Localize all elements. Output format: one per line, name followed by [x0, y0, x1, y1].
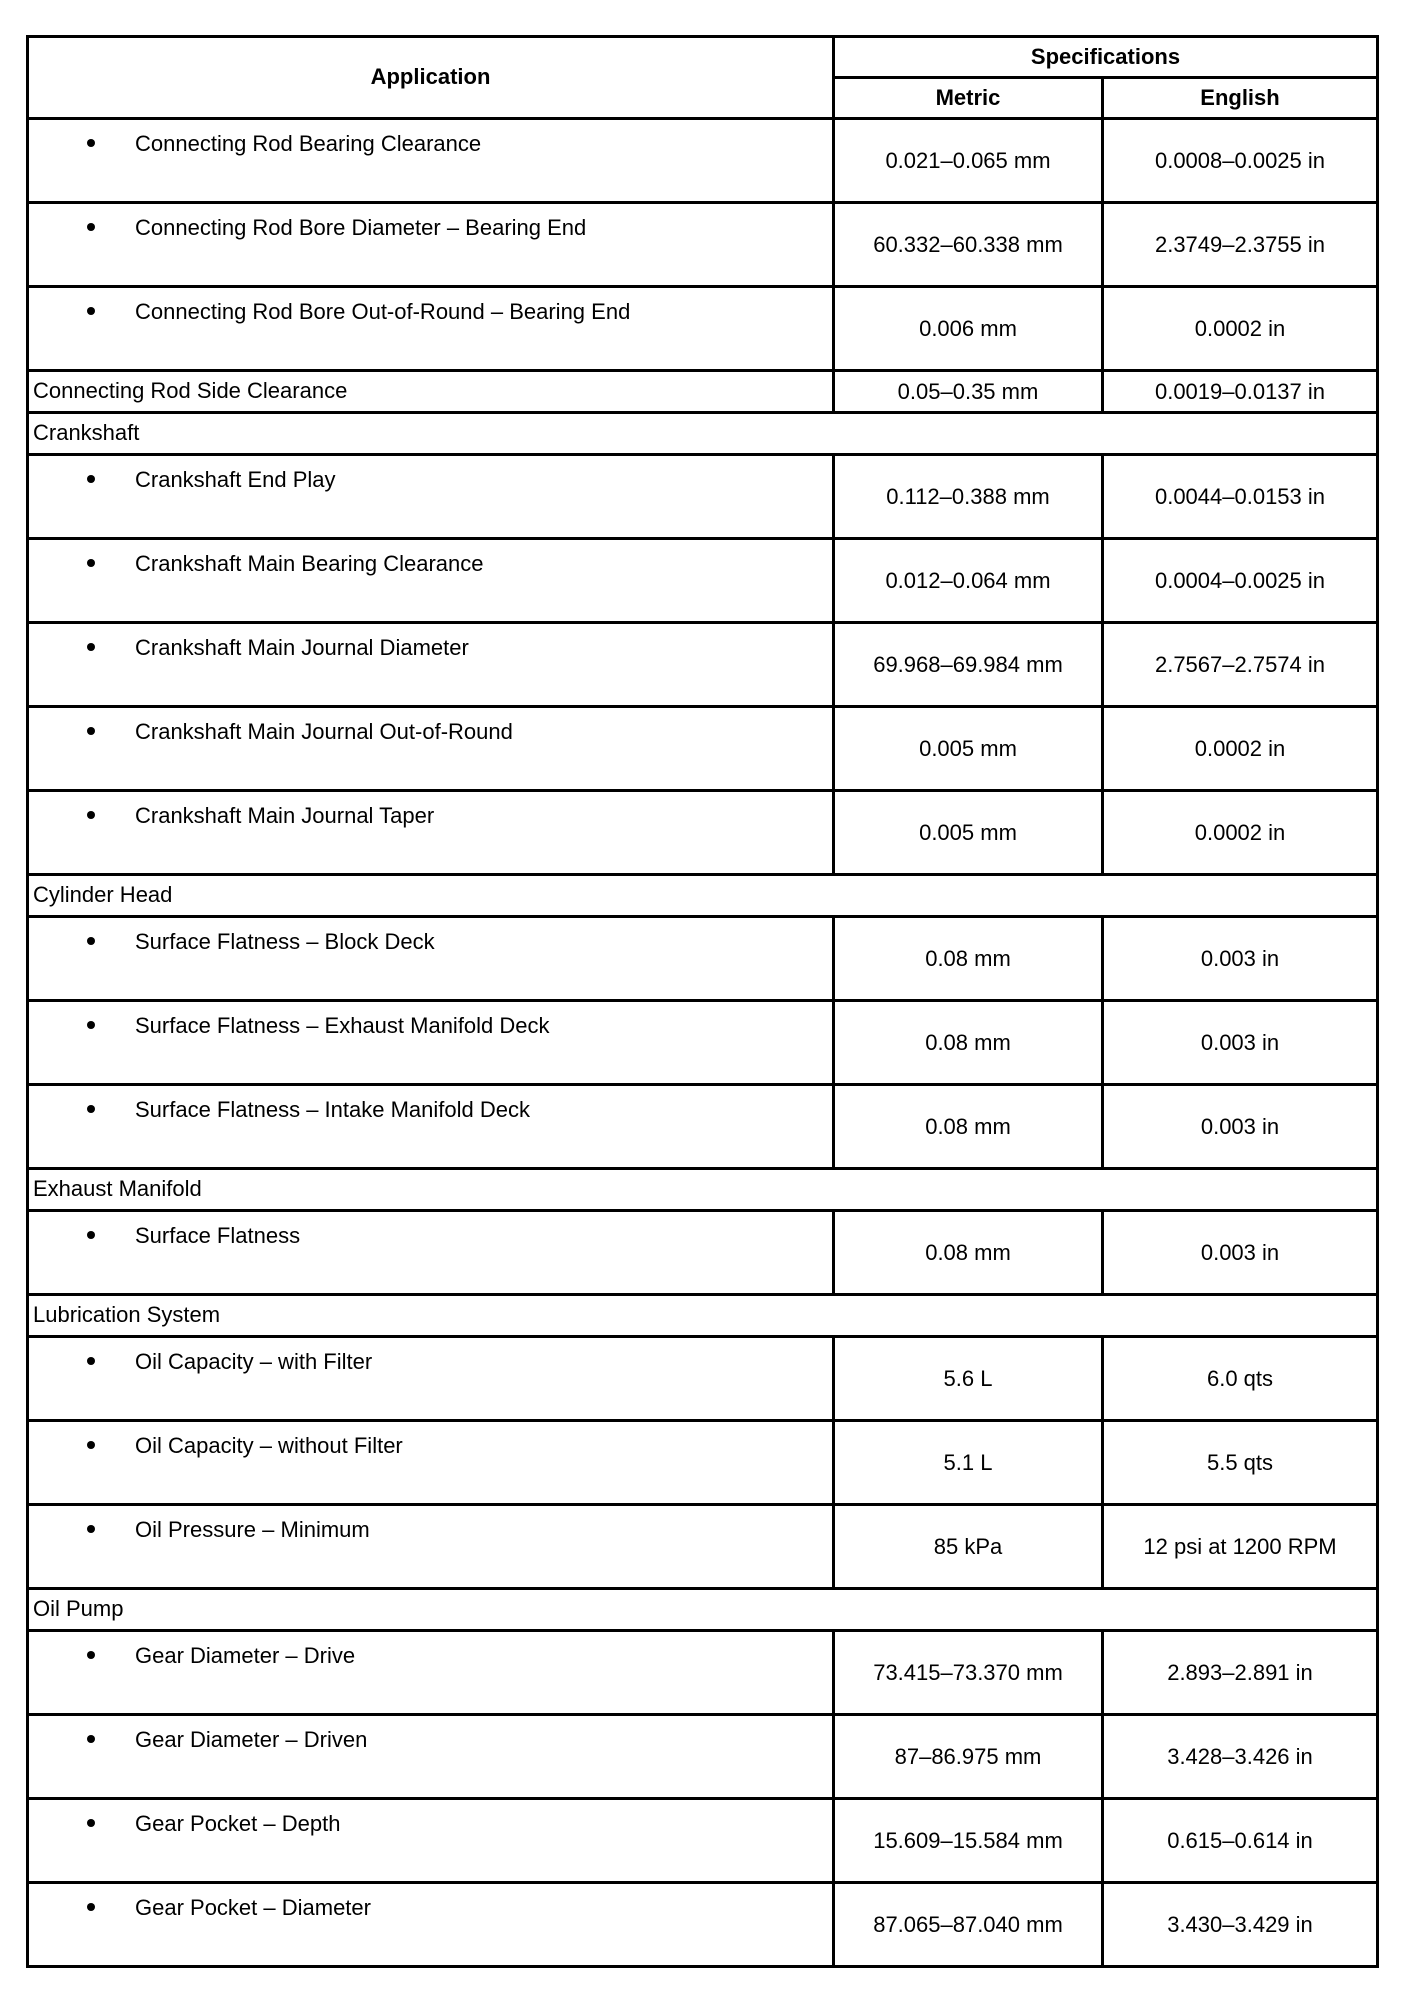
application-label: Gear Pocket – Diameter	[135, 1895, 371, 1920]
section-label: Crankshaft	[28, 413, 1378, 455]
spec-row	[28, 539, 1378, 623]
bullet-icon	[87, 1441, 95, 1449]
application-cell	[28, 1883, 834, 1967]
english-cell: 5.5 qts	[1103, 1421, 1378, 1505]
application-cell	[28, 1631, 834, 1715]
english-cell: 12 psi at 1200 RPM	[1103, 1505, 1378, 1589]
english-cell: 0.003 in	[1103, 1211, 1378, 1295]
application-label: Crankshaft Main Journal Diameter	[135, 635, 469, 660]
spec-row	[28, 287, 1378, 371]
spec-row	[28, 1085, 1378, 1169]
spec-row	[28, 1001, 1378, 1085]
metric-cell: 0.08 mm	[834, 1085, 1103, 1169]
metric-cell: 0.08 mm	[834, 1001, 1103, 1085]
metric-cell: 73.415–73.370 mm	[834, 1631, 1103, 1715]
bullet-icon	[87, 727, 95, 735]
bullet-icon	[87, 1357, 95, 1365]
bullet-icon	[87, 559, 95, 567]
english-cell: 0.003 in	[1103, 1001, 1378, 1085]
section-label: Cylinder Head	[28, 875, 1378, 917]
english-cell: 3.430–3.429 in	[1103, 1883, 1378, 1967]
metric-cell: 0.005 mm	[834, 707, 1103, 791]
application-cell	[28, 1421, 834, 1505]
application-label: Connecting Rod Bore Diameter – Bearing End	[135, 215, 587, 240]
metric-cell: 0.08 mm	[834, 917, 1103, 1001]
spec-row	[28, 1715, 1378, 1799]
english-cell: 0.0002 in	[1103, 707, 1378, 791]
table-header	[28, 37, 1378, 119]
english-cell: 0.0044–0.0153 in	[1103, 455, 1378, 539]
application-cell	[28, 1505, 834, 1589]
spec-row	[28, 1337, 1378, 1421]
bullet-icon	[87, 1021, 95, 1029]
bullet-icon	[87, 223, 95, 231]
application-label: Crankshaft Main Journal Out-of-Round	[135, 719, 513, 744]
bullet-icon	[87, 1105, 95, 1113]
english-cell: 6.0 qts	[1103, 1337, 1378, 1421]
english-cell: 0.0019–0.0137 in	[1103, 371, 1378, 413]
section-row	[28, 1295, 1378, 1337]
metric-cell: 0.05–0.35 mm	[834, 371, 1103, 413]
header-english: English	[1103, 78, 1378, 119]
bullet-icon	[87, 1231, 95, 1239]
metric-cell: 87.065–87.040 mm	[834, 1883, 1103, 1967]
header-row	[28, 37, 1378, 78]
metric-cell: 87–86.975 mm	[834, 1715, 1103, 1799]
application-label: Crankshaft Main Bearing Clearance	[135, 551, 484, 576]
application-cell	[28, 1085, 834, 1169]
application-label: Gear Pocket – Depth	[135, 1811, 341, 1836]
application-label: Oil Capacity – with Filter	[135, 1349, 373, 1374]
bullet-icon	[87, 475, 95, 483]
spec-row	[28, 917, 1378, 1001]
spec-row	[28, 707, 1378, 791]
english-cell: 0.003 in	[1103, 917, 1378, 1001]
application-label: Connecting Rod Side Clearance	[33, 378, 348, 404]
application-cell	[28, 1799, 834, 1883]
spec-row	[28, 1799, 1378, 1883]
application-cell	[28, 455, 834, 539]
application-cell	[28, 1337, 834, 1421]
english-cell: 0.003 in	[1103, 1085, 1378, 1169]
section-label: Exhaust Manifold	[28, 1169, 1378, 1211]
application-label: Surface Flatness – Intake Manifold Deck	[135, 1097, 530, 1122]
spec-row	[28, 791, 1378, 875]
english-cell: 0.0008–0.0025 in	[1103, 119, 1378, 203]
application-label: Surface Flatness – Exhaust Manifold Deck	[135, 1013, 550, 1038]
bullet-icon	[87, 937, 95, 945]
english-cell: 0.0002 in	[1103, 287, 1378, 371]
metric-cell: 0.08 mm	[834, 1211, 1103, 1295]
metric-cell: 0.005 mm	[834, 791, 1103, 875]
metric-cell: 69.968–69.984 mm	[834, 623, 1103, 707]
metric-cell: 0.006 mm	[834, 287, 1103, 371]
table-body	[28, 119, 1378, 1967]
bullet-icon	[87, 811, 95, 819]
spec-row	[28, 1883, 1378, 1967]
application-label: Crankshaft Main Journal Taper	[135, 803, 435, 828]
application-label: Surface Flatness – Block Deck	[135, 929, 435, 954]
application-label: Gear Diameter – Drive	[135, 1643, 356, 1668]
application-label: Oil Capacity – without Filter	[135, 1433, 403, 1458]
english-cell: 0.615–0.614 in	[1103, 1799, 1378, 1883]
header-application: Application	[28, 37, 834, 119]
section-label: Oil Pump	[28, 1589, 1378, 1631]
bullet-icon	[87, 1819, 95, 1827]
section-label: Lubrication System	[28, 1295, 1378, 1337]
application-label: Surface Flatness	[135, 1223, 301, 1248]
metric-cell: 15.609–15.584 mm	[834, 1799, 1103, 1883]
bullet-icon	[87, 643, 95, 651]
application-cell	[28, 917, 834, 1001]
application-label: Crankshaft End Play	[135, 467, 336, 492]
application-cell	[28, 287, 834, 371]
metric-cell: 0.021–0.065 mm	[834, 119, 1103, 203]
metric-cell: 0.112–0.388 mm	[834, 455, 1103, 539]
application-cell	[28, 371, 834, 413]
bullet-icon	[87, 139, 95, 147]
spec-row	[28, 1211, 1378, 1295]
application-cell	[28, 1001, 834, 1085]
application-label: Gear Diameter – Driven	[135, 1727, 368, 1752]
section-row	[28, 1589, 1378, 1631]
application-cell	[28, 539, 834, 623]
application-cell	[28, 1715, 834, 1799]
spec-row	[28, 623, 1378, 707]
spec-row	[28, 119, 1378, 203]
application-label: Oil Pressure – Minimum	[135, 1517, 370, 1542]
application-cell	[28, 791, 834, 875]
bullet-icon	[87, 1525, 95, 1533]
spec-row	[28, 1631, 1378, 1715]
spec-row	[28, 1505, 1378, 1589]
application-cell	[28, 623, 834, 707]
metric-cell: 85 kPa	[834, 1505, 1103, 1589]
bullet-icon	[87, 1651, 95, 1659]
section-row	[28, 1169, 1378, 1211]
section-row	[28, 413, 1378, 455]
english-cell: 0.0004–0.0025 in	[1103, 539, 1378, 623]
section-row	[28, 875, 1378, 917]
english-cell: 2.893–2.891 in	[1103, 1631, 1378, 1715]
spec-row	[28, 203, 1378, 287]
spec-row	[28, 1421, 1378, 1505]
header-metric: Metric	[834, 78, 1103, 119]
spec-row	[28, 455, 1378, 539]
metric-cell: 0.012–0.064 mm	[834, 539, 1103, 623]
english-cell: 2.3749–2.3755 in	[1103, 203, 1378, 287]
application-cell	[28, 1211, 834, 1295]
application-label: Connecting Rod Bearing Clearance	[135, 131, 482, 156]
bullet-icon	[87, 307, 95, 315]
application-cell	[28, 119, 834, 203]
english-cell: 0.0002 in	[1103, 791, 1378, 875]
metric-cell: 5.1 L	[834, 1421, 1103, 1505]
application-cell	[28, 203, 834, 287]
english-cell: 2.7567–2.7574 in	[1103, 623, 1378, 707]
metric-cell: 5.6 L	[834, 1337, 1103, 1421]
application-label: Connecting Rod Bore Out-of-Round – Bearing End	[135, 299, 631, 324]
spec-table	[26, 35, 1379, 1968]
english-cell: 3.428–3.426 in	[1103, 1715, 1378, 1799]
bullet-icon	[87, 1903, 95, 1911]
spec-row	[28, 371, 1378, 413]
application-cell	[28, 707, 834, 791]
header-specifications: Specifications	[834, 37, 1378, 78]
bullet-icon	[87, 1735, 95, 1743]
metric-cell: 60.332–60.338 mm	[834, 203, 1103, 287]
